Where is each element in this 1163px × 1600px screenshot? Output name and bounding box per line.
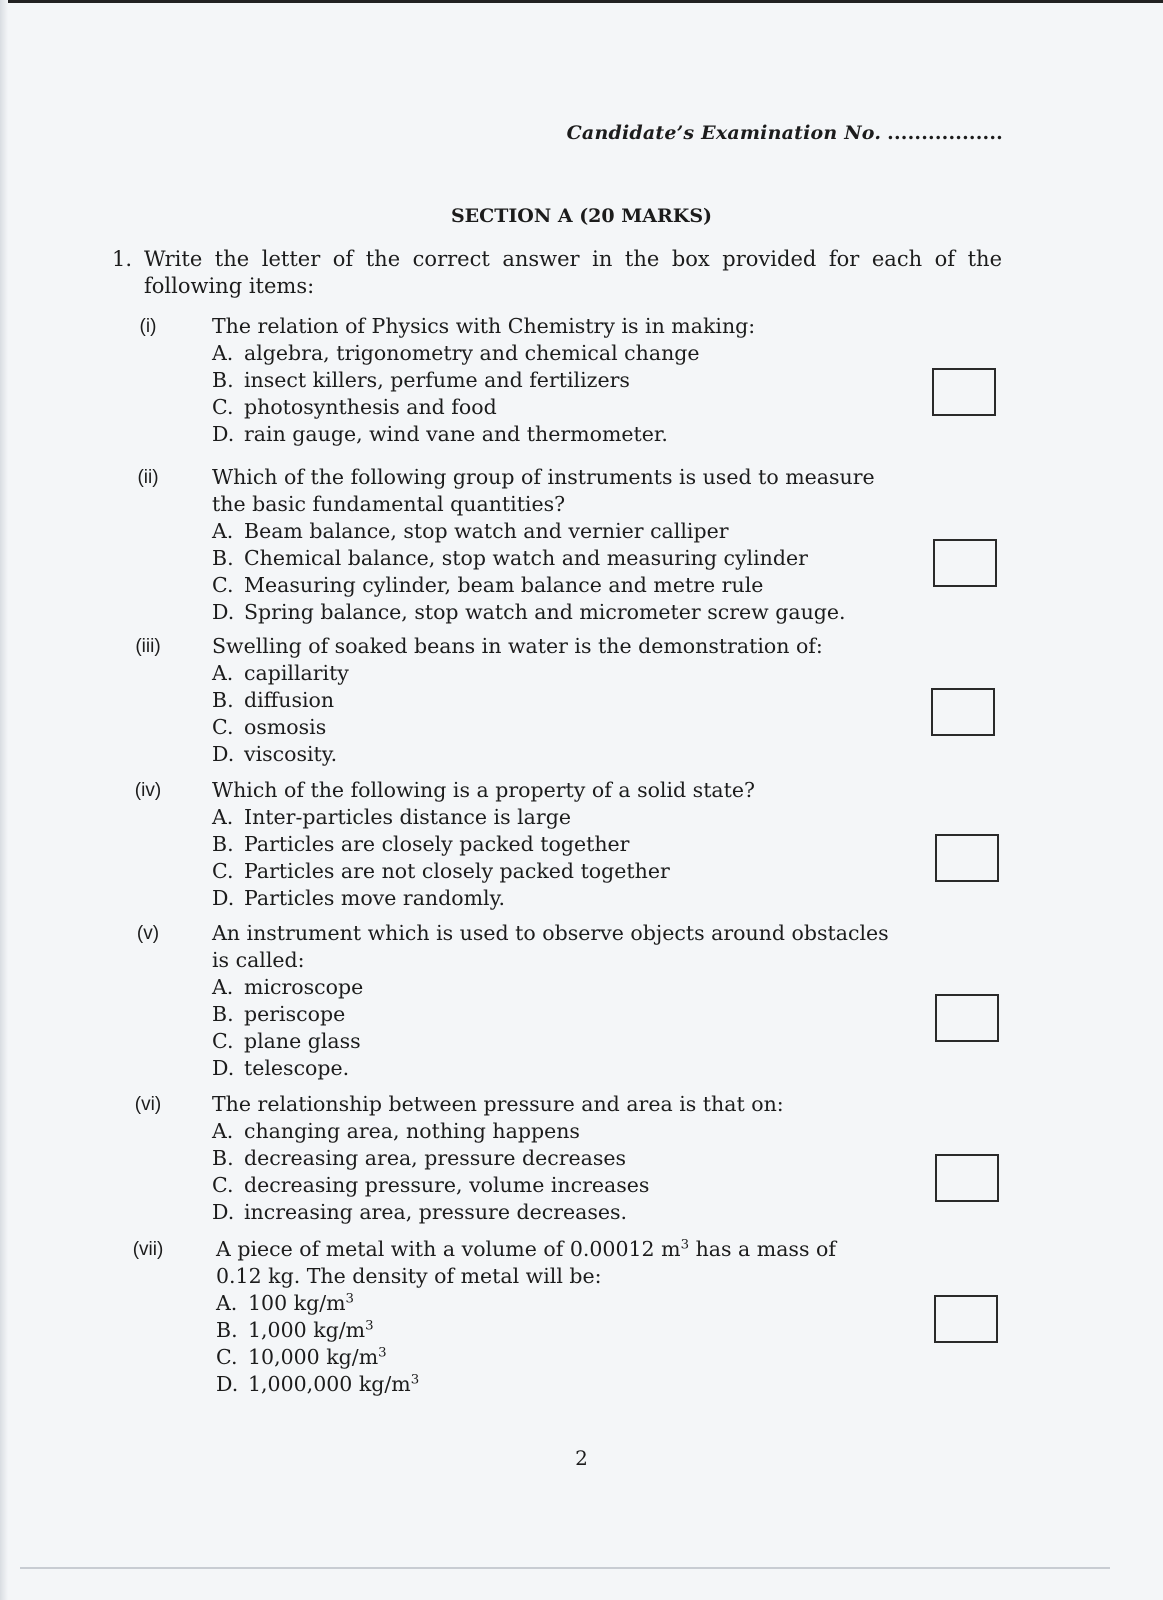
item-stem: The relationship between pressure and area is that on: — [212, 1092, 784, 1116]
option-d: D. telescope. — [212, 1056, 350, 1080]
answer-box-vi[interactable] — [935, 1154, 999, 1202]
option-a: A. microscope — [212, 975, 364, 999]
item-body — [212, 777, 952, 912]
item-stem: Which of the following group of instruments is used to measure — [212, 465, 875, 489]
item-stem-cont: 0.12 kg. The density of metal will be: — [216, 1264, 602, 1288]
answer-box-iv[interactable] — [935, 834, 999, 882]
option-d: D. viscosity. — [212, 742, 338, 766]
item-number: (vi) — [134, 1094, 162, 1115]
item-stem: Which of the following is a property of a solid state? — [212, 778, 756, 802]
item-body — [212, 464, 952, 626]
option-b: B. decreasing area, pressure decreases — [212, 1146, 627, 1170]
item-number: (v) — [136, 923, 160, 944]
candidate-number-blank[interactable]: ................. — [887, 122, 1003, 144]
item-body — [212, 920, 952, 1082]
item-stem: An instrument which is used to observe objects around obstacles — [212, 921, 889, 945]
item-number: (ii) — [137, 467, 159, 488]
option-a: A. capillarity — [212, 661, 349, 685]
option-a: A. changing area, nothing happens — [212, 1119, 580, 1143]
answer-box-vii[interactable] — [934, 1295, 998, 1343]
candidate-label: Candidate’s Examination No. — [566, 122, 882, 144]
page-left-edge — [0, 0, 8, 1600]
item-body — [212, 313, 952, 448]
option-a: A. Inter-particles distance is large — [212, 805, 571, 829]
option-b: B. insect killers, perfume and fertilizers — [212, 368, 630, 392]
option-d: D. Particles move randomly. — [212, 886, 505, 910]
option-c: C. photosynthesis and food — [212, 395, 497, 419]
item-number: (iii) — [135, 636, 161, 657]
item-stem: Swelling of soaked beans in water is the demonstration of: — [212, 634, 823, 658]
option-c: C. Measuring cylinder, beam balance and metre rule — [212, 573, 764, 597]
candidate-exam-number — [567, 122, 1003, 144]
page-bottom-edge — [20, 1567, 1110, 1569]
option-b: B. diffusion — [212, 688, 335, 712]
item-body — [212, 633, 952, 768]
item-number: (i) — [139, 316, 157, 337]
option-c: C. plane glass — [212, 1029, 361, 1053]
item-body — [216, 1236, 956, 1398]
option-b: B. Chemical balance, stop watch and measuring cylinder — [212, 546, 808, 570]
answer-box-ii[interactable] — [933, 539, 997, 587]
question-instruction — [112, 246, 1002, 300]
option-d: D. 1,000,000 $kg/m^3$ — [216, 1372, 420, 1396]
answer-box-v[interactable] — [935, 994, 999, 1042]
option-c: C. 10,000 $kg/m^3$ — [216, 1345, 387, 1369]
item-number: (iv) — [134, 780, 162, 801]
instruction-text: Write the letter of the correct answer in the box provided for each of the following items: — [144, 247, 1002, 298]
option-b: B. periscope — [212, 1002, 346, 1026]
option-d: D. increasing area, pressure decreases. — [212, 1200, 628, 1224]
item-stem: A piece of metal with a volume of 0.00012 $m^3$ has a mass of — [216, 1237, 836, 1261]
option-c: C. decreasing pressure, volume increases — [212, 1173, 650, 1197]
item-stem-cont: the basic fundamental quantities? — [212, 492, 566, 516]
option-b: B. Particles are closely packed together — [212, 832, 630, 856]
option-a: A. Beam balance, stop watch and vernier calliper — [212, 519, 729, 543]
item-body — [212, 1091, 952, 1226]
item-stem: The relation of Physics with Chemistry is in making: — [212, 314, 756, 338]
option-c: C. Particles are not closely packed together — [212, 859, 670, 883]
item-number: (vii) — [132, 1239, 164, 1260]
answer-box-i[interactable] — [932, 368, 996, 416]
answer-box-iii[interactable] — [931, 688, 995, 736]
option-a: A. 100 $kg/m^3$ — [216, 1291, 355, 1315]
page-top-edge — [0, 0, 1163, 3]
question-number: 1. — [112, 247, 133, 271]
item-stem-cont: is called: — [212, 948, 305, 972]
section-title: SECTION A (20 MARKS) — [450, 205, 713, 227]
option-d: D. Spring balance, stop watch and micrometer screw gauge. — [212, 600, 846, 624]
page-number: 2 — [575, 1446, 588, 1470]
option-b: B. 1,000 $kg/m^3$ — [216, 1318, 374, 1342]
option-c: C. osmosis — [212, 715, 327, 739]
option-a: A. algebra, trigonometry and chemical change — [212, 341, 700, 365]
option-d: D. rain gauge, wind vane and thermometer. — [212, 422, 668, 446]
